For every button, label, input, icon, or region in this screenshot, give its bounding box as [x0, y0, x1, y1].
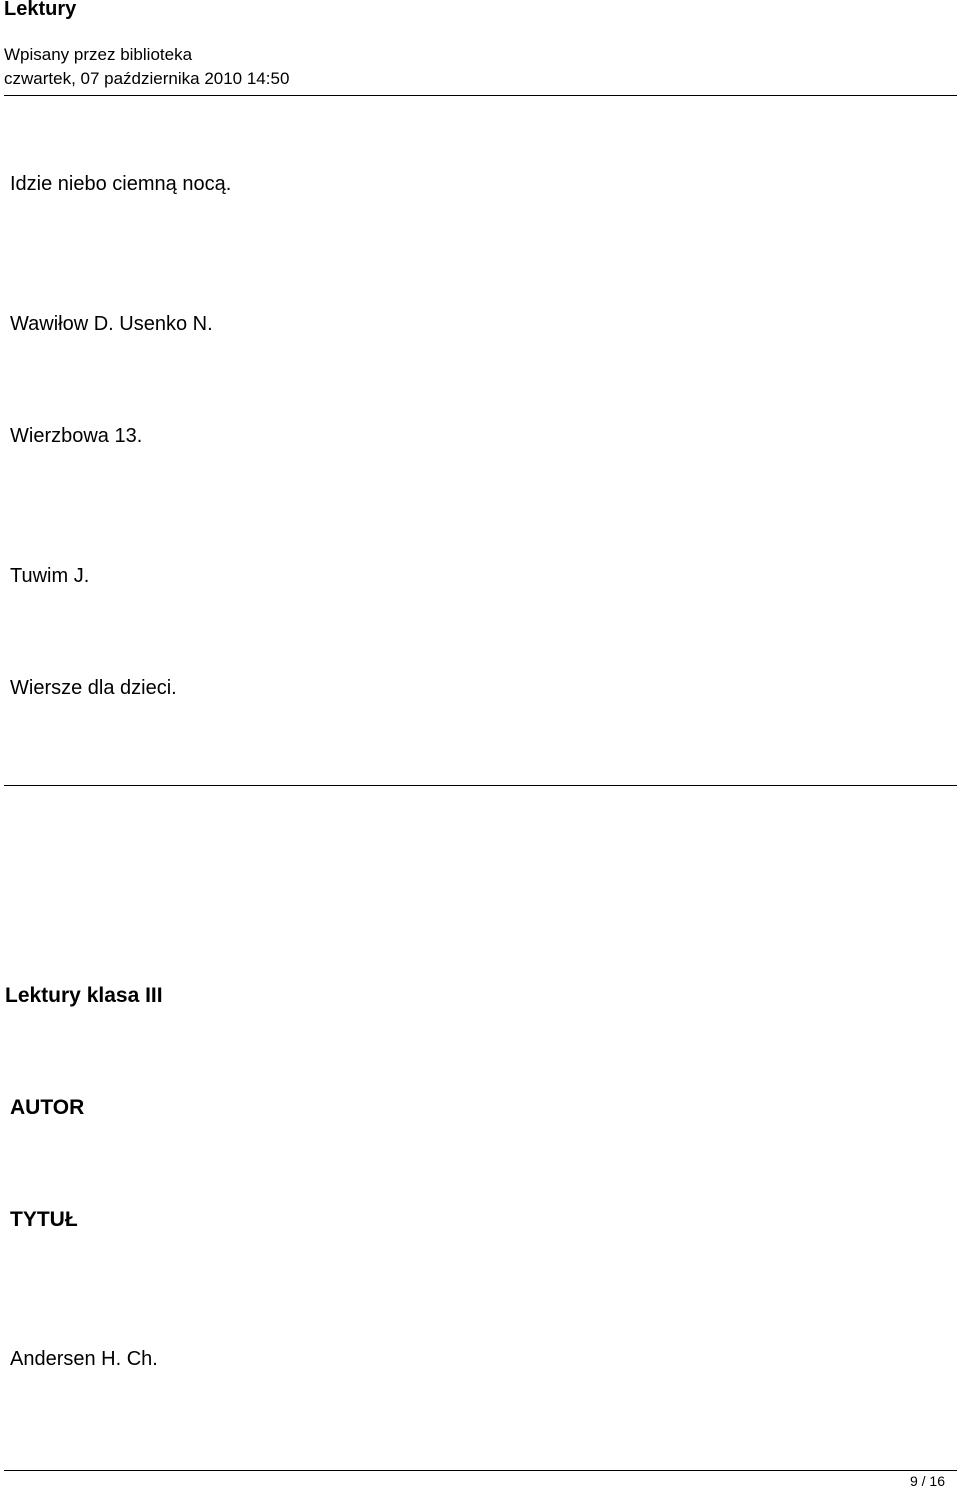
entry-text: Wierzbowa 13. [10, 425, 143, 447]
date-line: czwartek, 07 października 2010 14:50 [4, 69, 290, 88]
section-divider [4, 785, 957, 786]
entry-text: Tuwim J. [10, 565, 90, 587]
entry-text: Wawiłow D. Usenko N. [10, 313, 213, 335]
author-line: Wpisany przez biblioteka [4, 45, 193, 64]
column-label-author: AUTOR [10, 1096, 85, 1119]
entry-text: Andersen H. Ch. [10, 1348, 158, 1370]
header-divider [4, 95, 957, 96]
section-heading: Lektury klasa III [5, 984, 163, 1007]
entry-text: Wiersze dla dzieci. [10, 677, 177, 699]
column-label-title: TYTUŁ [10, 1208, 78, 1231]
page-title: Lektury [4, 0, 77, 20]
footer-divider [4, 1470, 957, 1471]
page-number: 9 / 16 [909, 1473, 945, 1489]
entry-text: Idzie niebo ciemną nocą. [10, 173, 232, 195]
